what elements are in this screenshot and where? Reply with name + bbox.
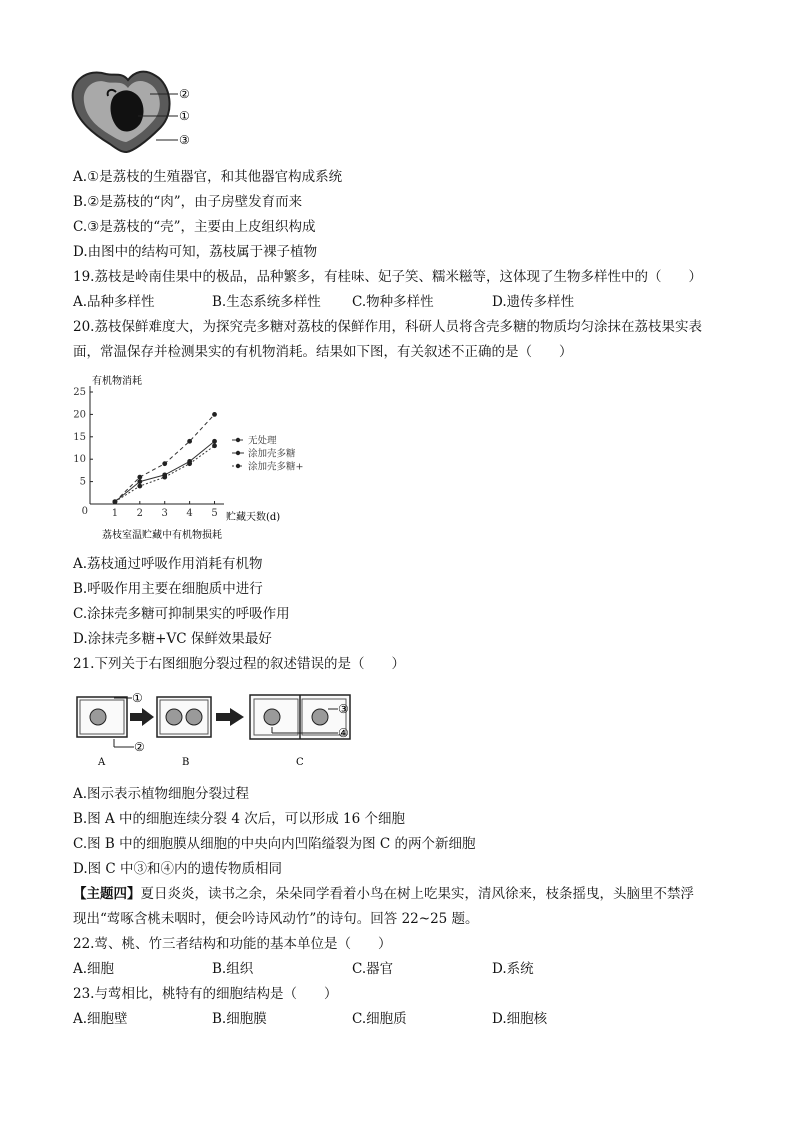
chart-caption: 荔枝室温贮藏中有机物损耗	[102, 530, 222, 541]
q22-option-c: C.器官	[352, 961, 394, 977]
q21-stem: 21.下列关于右图细胞分裂过程的叙述错误的是（ ）	[73, 656, 405, 672]
chart-point	[162, 461, 167, 466]
q18-option-c: C.③是荔枝的“壳”，主要由上皮组织构成	[73, 219, 316, 235]
fruit-label-3: ③	[179, 133, 190, 147]
chart-y-tick-label: 15	[73, 431, 86, 443]
chart-x-tick-label: 2	[136, 508, 143, 519]
cell-division-figure	[70, 683, 360, 771]
fruit-label-2: ②	[179, 87, 190, 101]
q20-option-b: B.呼吸作用主要在细胞质中进行	[73, 581, 263, 597]
q21-option-b: B.图 A 中的细胞连续分裂 4 次后，可以形成 16 个细胞	[73, 811, 405, 827]
q22-stem: 22.莺、桃、竹三者结构和功能的基本单位是（ ）	[73, 936, 392, 952]
chart-point	[162, 475, 167, 480]
q20-option-d: D.涂抹壳多糖+VC 保鲜效果最好	[73, 631, 272, 647]
q20-chart	[68, 370, 318, 548]
q19-option-b: B.生态系统多样性	[212, 294, 321, 310]
chart-y-tick-label: 10	[73, 454, 86, 466]
q23-option-b: B.细胞膜	[212, 1011, 267, 1027]
cell-label-2: ②	[134, 740, 145, 754]
cell-label-a: A	[98, 757, 106, 768]
q20-stem-line2: 面，常温保存并检测果实的有机物消耗。结果如下图，有关叙述不正确的是（ ）	[73, 344, 573, 360]
q19-option-d: D.遗传多样性	[492, 294, 575, 310]
q21-option-a: A.图示表示植物细胞分裂过程	[73, 786, 250, 802]
chart-legend-label: 涂加壳多糖+	[248, 461, 304, 473]
q23-option-d: D.细胞核	[492, 1011, 548, 1027]
fruit-label-1: ①	[179, 109, 190, 123]
chart-legend-marker	[236, 438, 240, 442]
chart-point	[137, 484, 142, 489]
chart-x-tick-label: 1	[111, 508, 119, 519]
q22-option-b: B.组织	[212, 961, 254, 977]
lychee-figure	[68, 66, 198, 156]
q19-stem: 19.荔枝是岭南佳果中的极品，品种繁多，有桂味、妃子笑、糯米糍等，这体现了生物多样性中的（ ）	[73, 269, 702, 285]
chart-xlabel: 贮藏天数(d)	[226, 512, 281, 523]
chart-point	[137, 479, 142, 484]
chart-x-tick-label: 4	[186, 508, 193, 519]
q19-option-c: C.物种多样性	[352, 294, 434, 310]
q23-option-c: C.细胞质	[352, 1011, 407, 1027]
chart-point	[187, 439, 192, 444]
cell-label-1: ①	[132, 691, 143, 705]
chart-y-tick-label: 5	[79, 476, 86, 488]
chart-x-tick-label: 5	[211, 508, 218, 519]
theme4-line1	[73, 885, 694, 903]
chart-point	[212, 412, 217, 417]
chart-ylabel: 有机物消耗	[92, 376, 142, 387]
q20-option-c: C.涂抹壳多糖可抑制果实的呼吸作用	[73, 606, 290, 622]
chart-x-tick-label: 3	[161, 508, 168, 519]
chart-y-tick-label: 20	[73, 409, 86, 421]
chart-legend-label: 无处理	[248, 435, 277, 447]
cell-label-3: ③	[338, 702, 349, 716]
q23-option-a: A.细胞壁	[73, 1011, 128, 1027]
chart-point	[212, 439, 217, 444]
chart-y-tick-label: 25	[73, 387, 86, 398]
cell-label-4: ④	[338, 726, 349, 740]
q18-option-b: B.②是荔枝的“肉”，由子房壁发育而来	[73, 194, 303, 210]
chart-series-line	[115, 414, 215, 501]
q19-option-a: A.品种多样性	[73, 294, 155, 310]
chart-legend-label: 涂加壳多糖	[248, 448, 296, 460]
chart-legend-marker	[236, 464, 240, 468]
q23-stem: 23.与莺相比，桃特有的细胞结构是（ ）	[73, 986, 338, 1002]
theme4-text: 夏日炎炎，读书之余，朵朵同学看着小鸟在树上吃果实，清风徐来，枝条摇曳，头脑里不禁浮	[140, 886, 694, 902]
q20-stem-line1: 20.荔枝保鲜难度大，为探究壳多糖对荔枝的保鲜作用，科研人员将含壳多糖的物质均匀涂抹在荔枝果实表	[73, 319, 702, 335]
q22-option-a: A.细胞	[73, 961, 115, 977]
q18-option-a: A.①是荔枝的生殖器官，和其他器官构成系统	[73, 169, 343, 185]
q20-option-a: A.荔枝通过呼吸作用消耗有机物	[73, 556, 263, 572]
chart-legend-marker	[236, 451, 240, 455]
chart-point	[187, 461, 192, 466]
q21-option-d: D.图 C 中③和④内的遗传物质相同	[73, 861, 283, 877]
chart-point	[212, 443, 217, 448]
q18-option-d: D.由图中的结构可知，荔枝属于裸子植物	[73, 244, 318, 260]
cell-label-b: B	[182, 757, 190, 768]
chart-y-tick-label: 0	[81, 506, 88, 517]
chart-point	[113, 499, 118, 504]
q22-option-d: D.系统	[492, 961, 534, 977]
cell-label-c: C	[296, 757, 304, 768]
theme4-line2: 现出“莺啄含桃未咽时，便会吟诗风动竹”的诗句。回答 22~25 题。	[73, 911, 479, 927]
theme4-tag: 【主题四】	[73, 886, 141, 902]
q21-option-c: C.图 B 中的细胞膜从细胞的中央向内凹陷缢裂为图 C 的两个新细胞	[73, 836, 476, 852]
chart-point	[137, 475, 142, 480]
